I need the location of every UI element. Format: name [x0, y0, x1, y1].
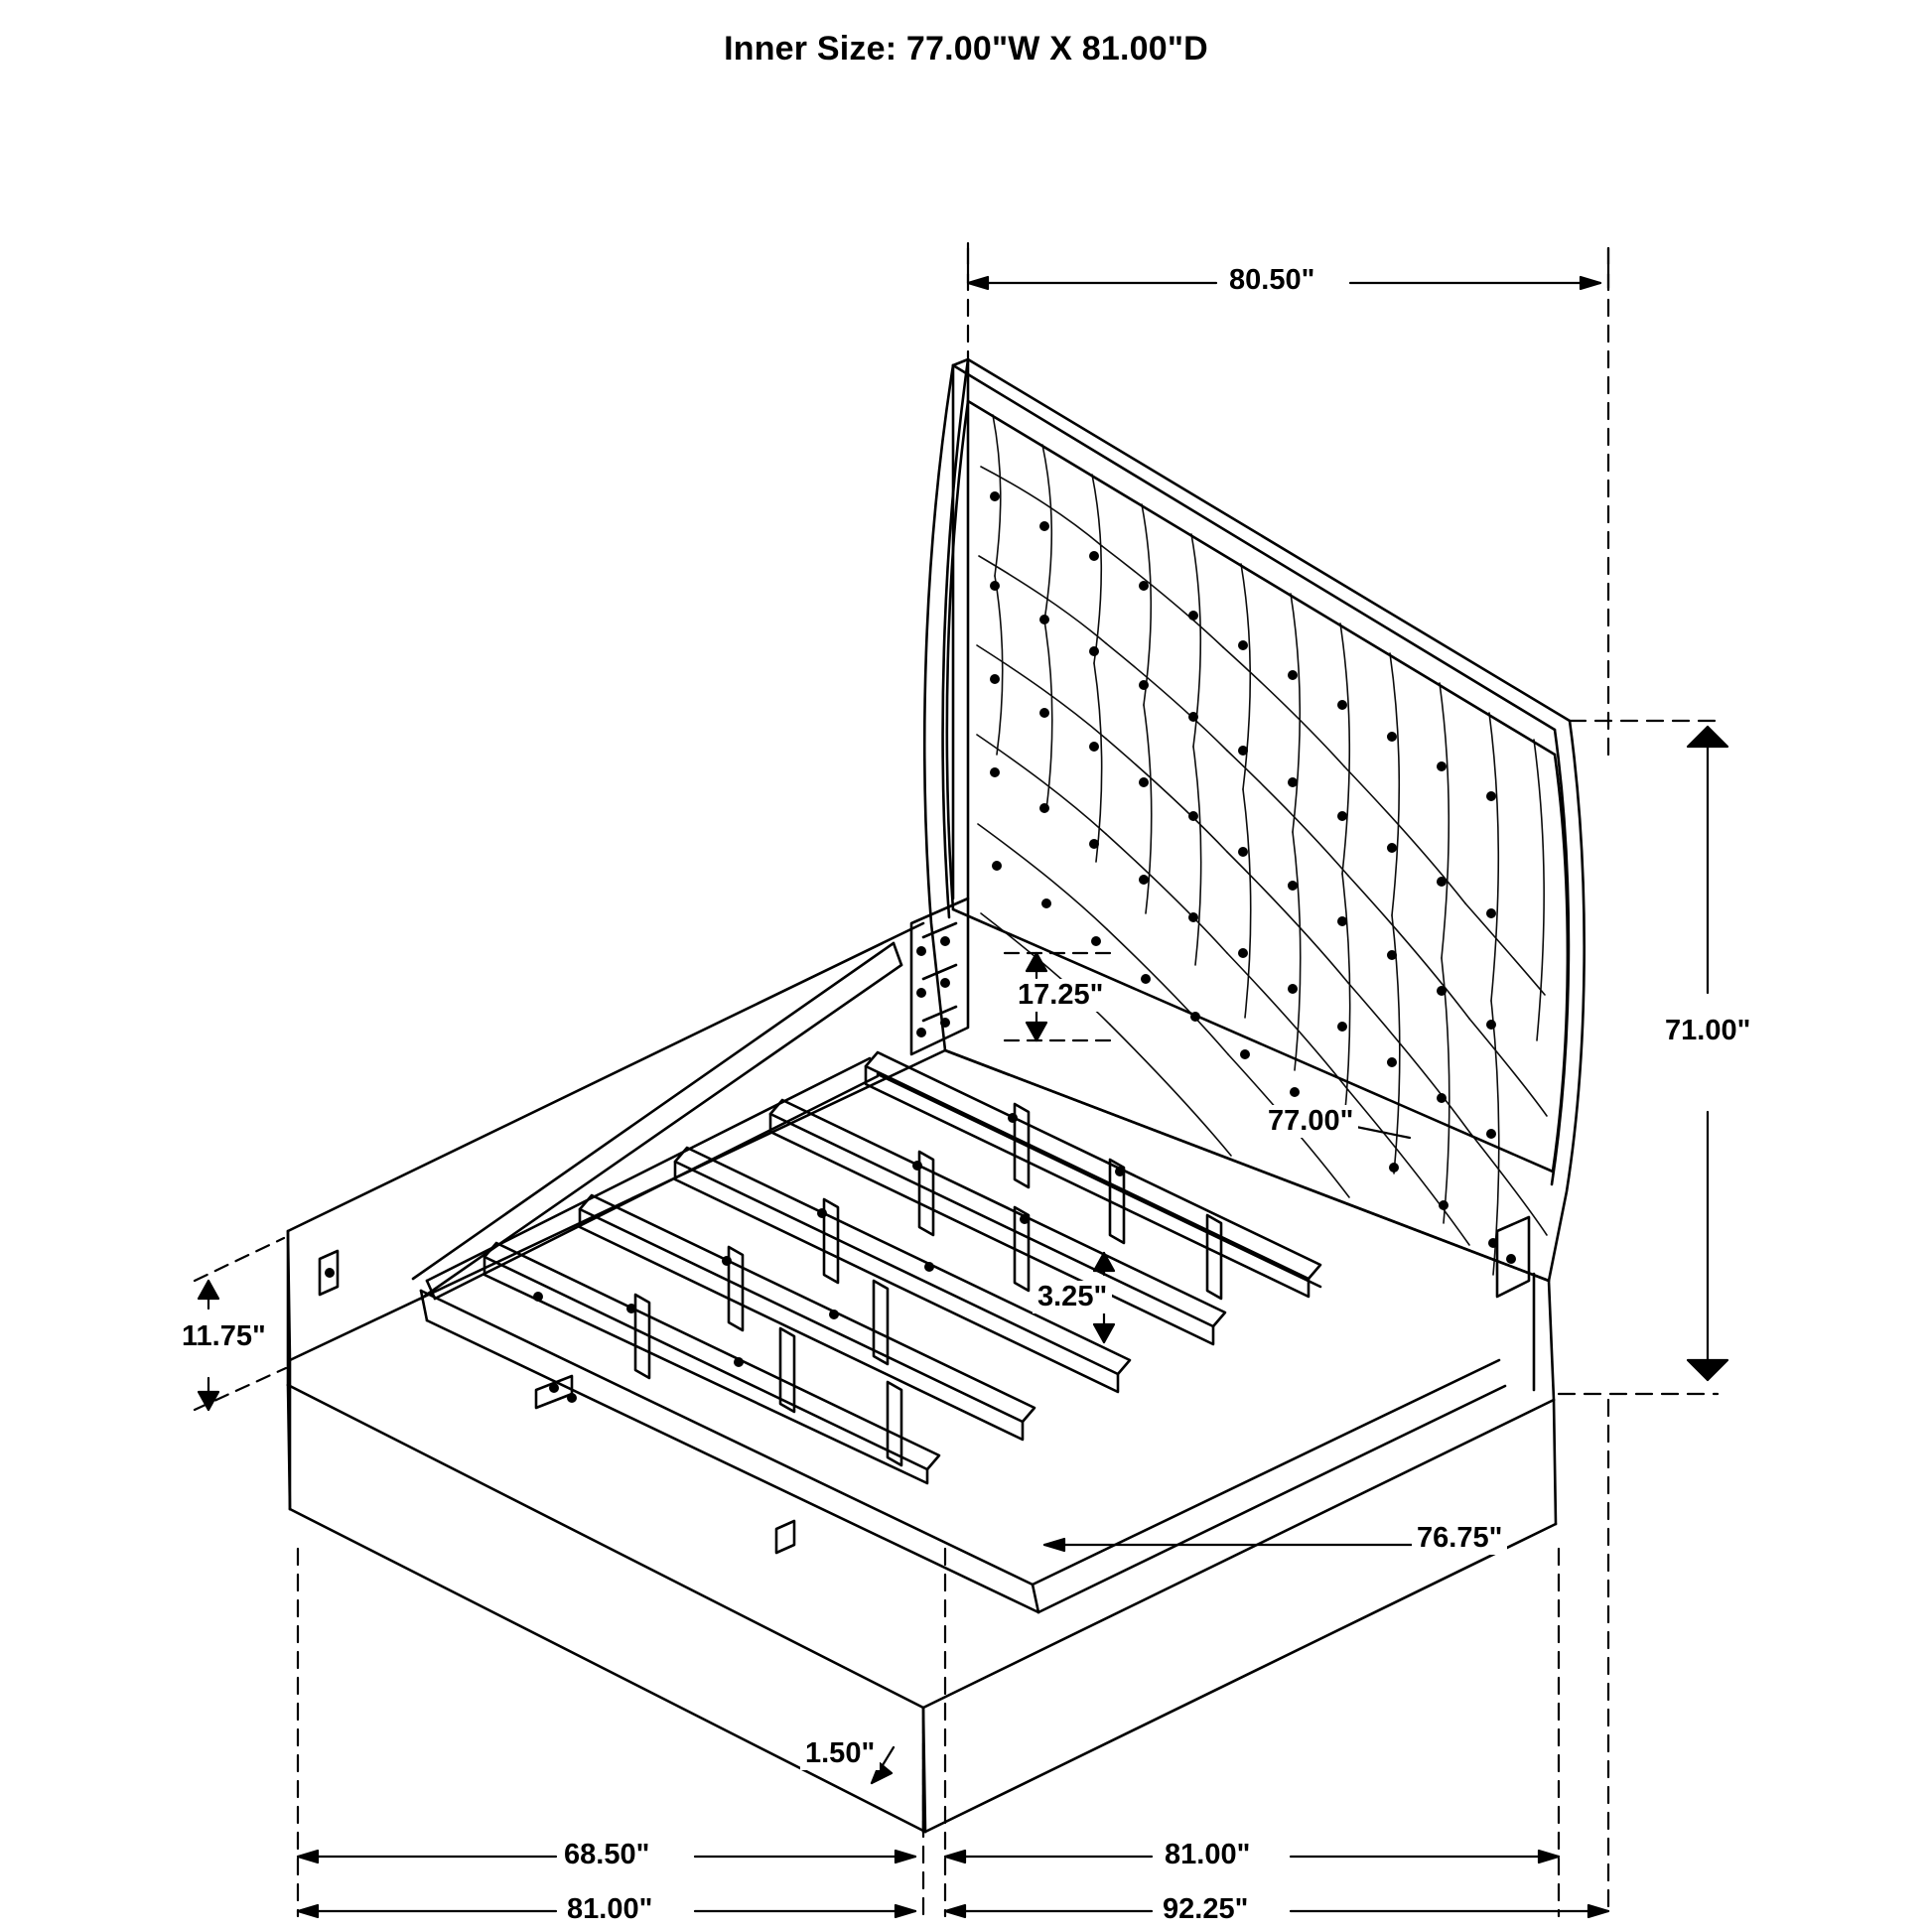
dimension-label-footboard-rail-inner: 76.75"	[1412, 1522, 1507, 1555]
support-legs	[635, 1104, 1221, 1465]
dimension-label-headboard-width-overall: 80.50"	[1224, 264, 1319, 297]
dimension-label-inner-width: 77.00"	[1263, 1105, 1358, 1138]
dimension-label-footboard-thickness: 1.50"	[800, 1737, 880, 1770]
dimension-label-headboard-clearance-above-rail: 17.25"	[1013, 979, 1108, 1012]
dimension-label-overall-depth-bottom: 92.25"	[1158, 1893, 1253, 1926]
dimension-label-headboard-height-overall: 71.00"	[1660, 1015, 1755, 1047]
page-title: Inner Size: 77.00"W X 81.00"D	[724, 30, 1208, 68]
tufting-pattern	[977, 415, 1547, 1275]
frame-bracket-bolts	[325, 1254, 1516, 1403]
dimension-label-side-rail-depth: 81.00"	[1160, 1839, 1255, 1871]
bed-frame-outline	[288, 923, 1556, 1832]
dimension-label-slat-height: 3.25"	[1033, 1281, 1112, 1313]
frame-corner-brackets	[320, 1217, 1529, 1553]
slat-assembly	[427, 1052, 1320, 1483]
dimension-label-overall-width-bottom: 81.00"	[562, 1893, 657, 1926]
dimension-label-footboard-width: 68.50"	[559, 1839, 654, 1871]
dimension-label-rail-height: 11.75"	[177, 1320, 271, 1353]
